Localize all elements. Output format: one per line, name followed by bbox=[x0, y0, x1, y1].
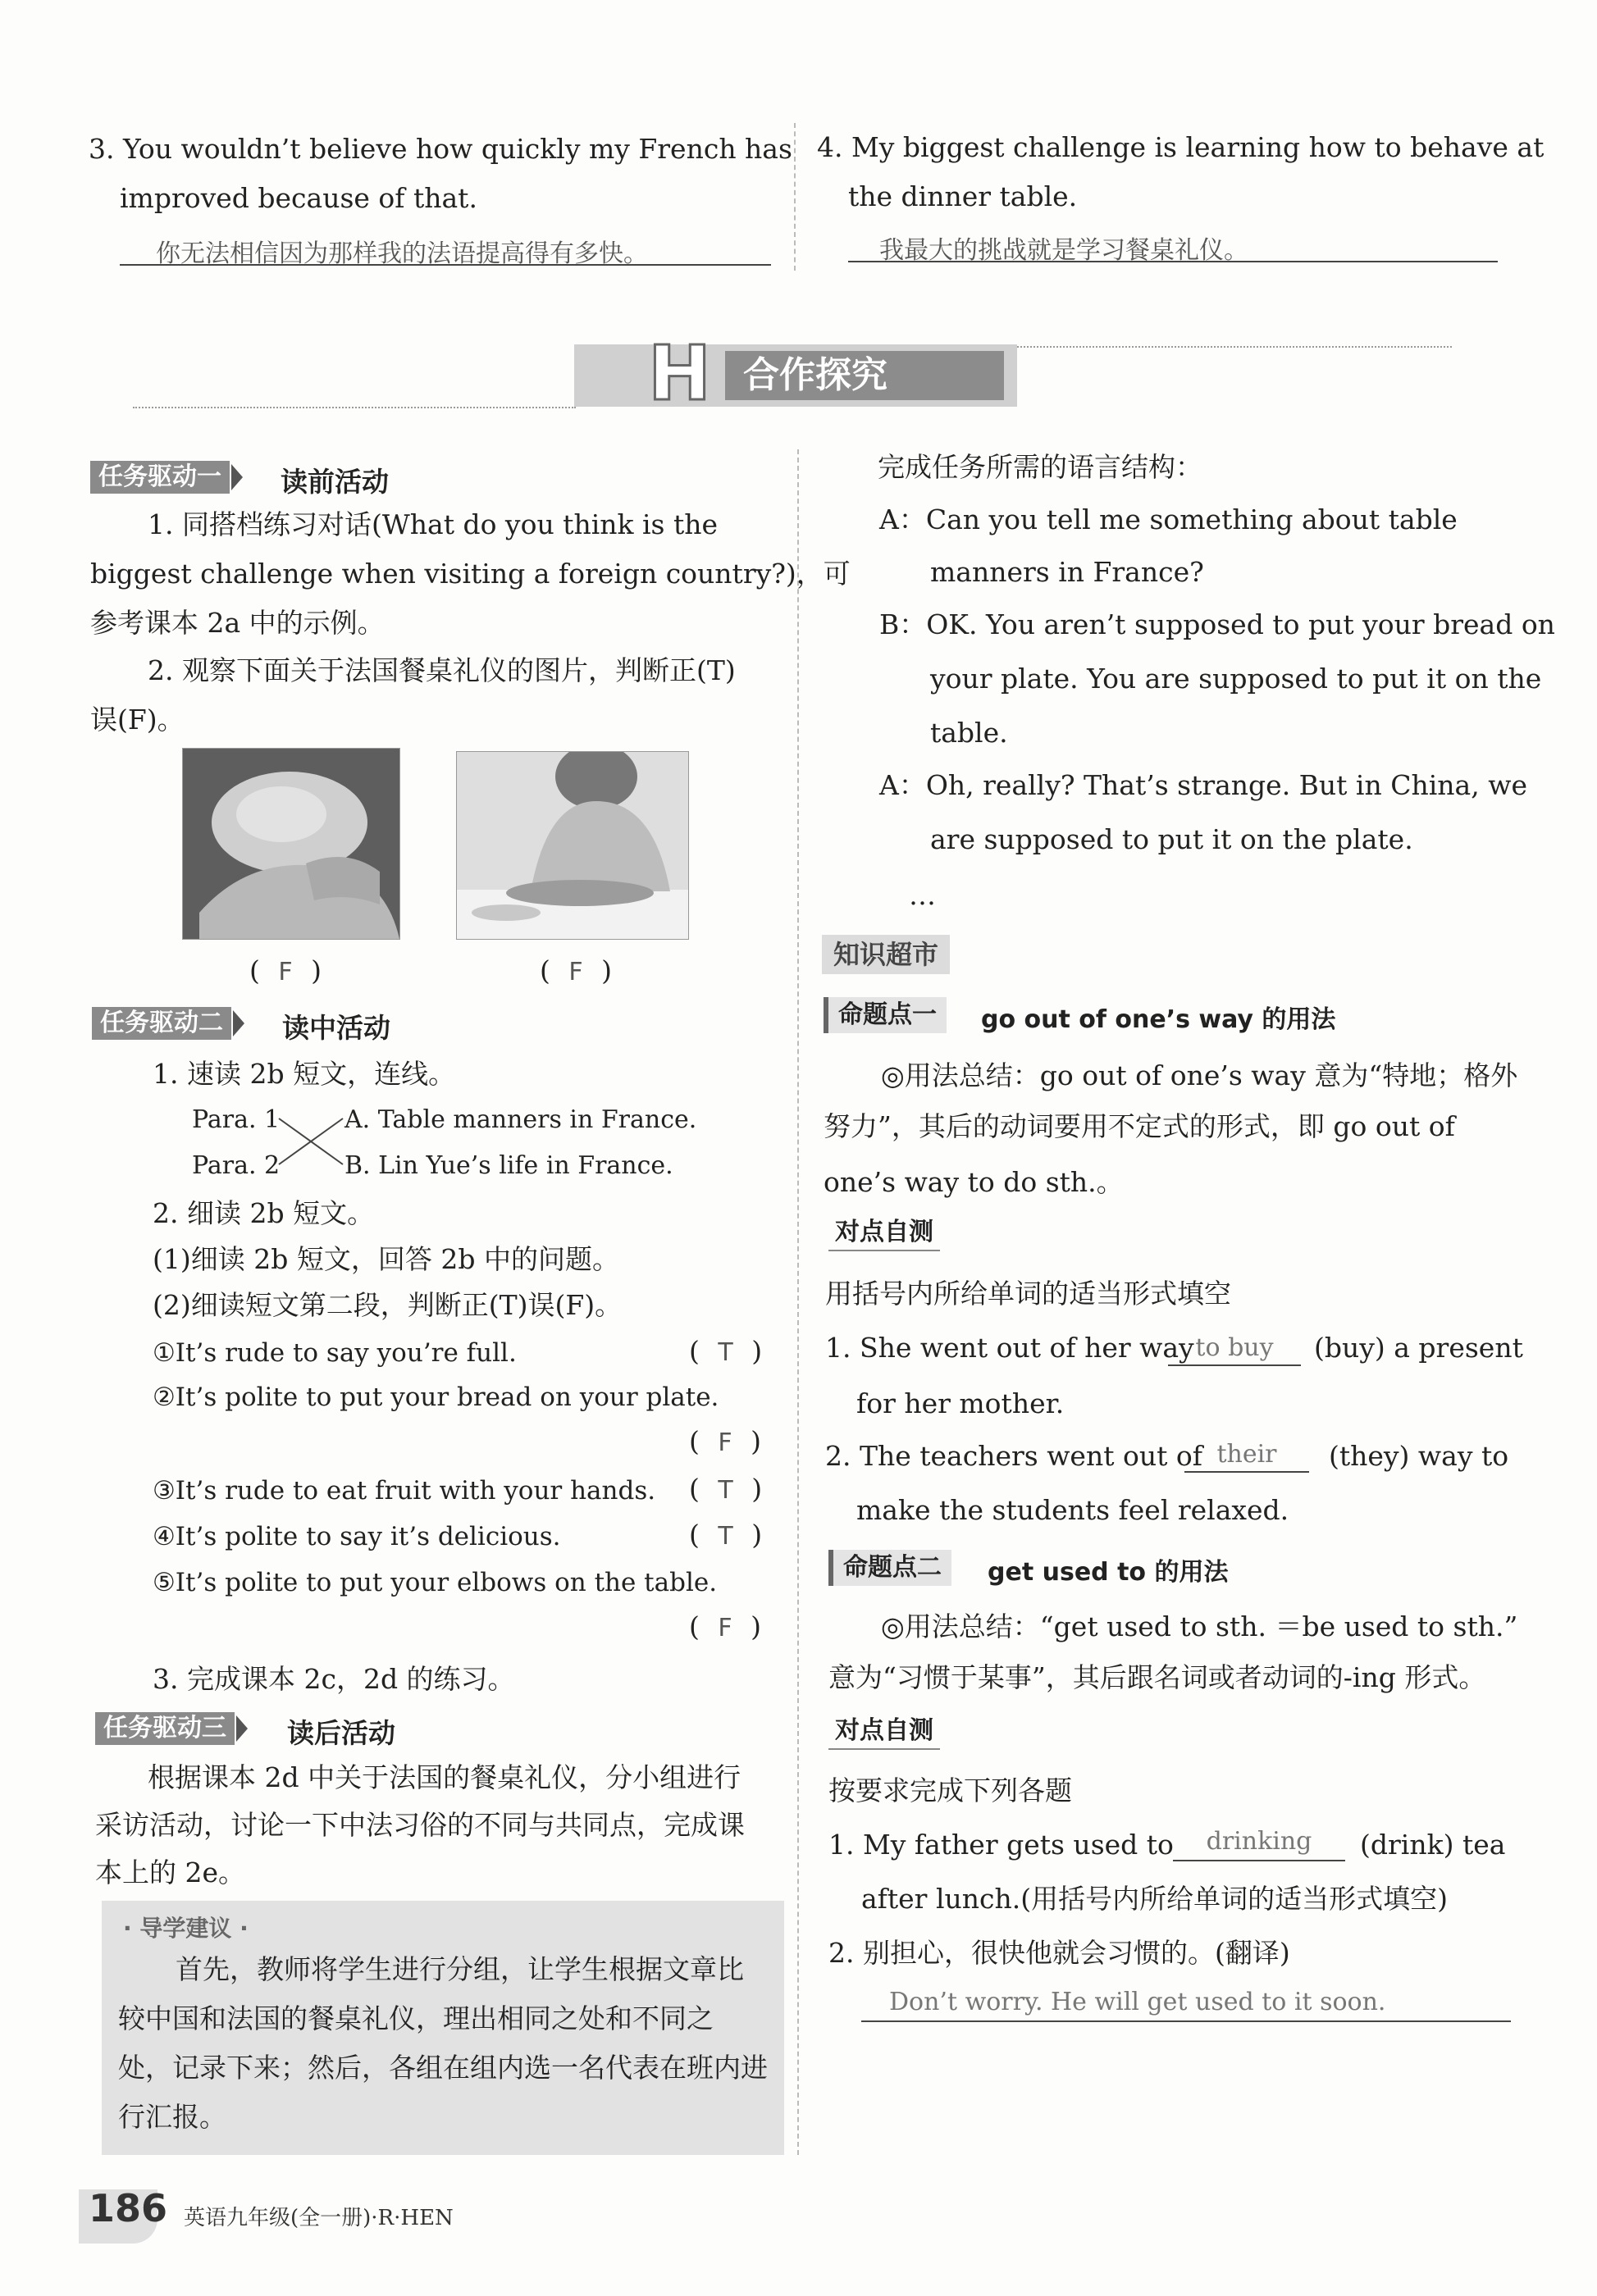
kp1-title: go out of one’s way 的用法 bbox=[981, 1005, 1336, 1034]
ex1-q2b: (they) way to bbox=[1329, 1440, 1509, 1472]
match-optB: B. Lin Yue’s life in France. bbox=[344, 1151, 673, 1180]
dialog-2a: B：OK. You aren’t supposed to put your bread on bbox=[879, 608, 1555, 640]
ex2-q2-answer-line bbox=[861, 1984, 1511, 2022]
dialog-2c: table. bbox=[930, 717, 1008, 749]
q3-answer: 你无法相信因为那样我的法语提高得有多快。 bbox=[156, 239, 648, 268]
tf-item-5: ⑤It’s polite to put your elbows on the table. bbox=[153, 1568, 718, 1597]
guide-box bbox=[102, 1901, 784, 2155]
q4-answer: 我最大的挑战就是学习餐桌礼仪。 bbox=[879, 236, 1248, 265]
task2-s2: 2. 细读 2b 短文。 bbox=[153, 1197, 375, 1229]
dialog-1a: A：Can you tell me something about table bbox=[879, 503, 1458, 535]
ex1-q1c: for her mother. bbox=[856, 1387, 1065, 1419]
selftest-2-label: 对点自测 bbox=[828, 1714, 940, 1750]
match-para2: Para. 2 bbox=[192, 1151, 281, 1180]
page-number: 186 bbox=[89, 2186, 168, 2230]
guide-l4: 行汇报。 bbox=[118, 2101, 226, 2133]
tf-item-4: ④It’s polite to say it’s delicious. bbox=[153, 1522, 561, 1551]
kp2-title: get used to 的用法 bbox=[988, 1558, 1229, 1587]
tf-paren-4: ( T ) bbox=[689, 1519, 768, 1551]
photo-elbows-table bbox=[456, 751, 689, 940]
task3-l2: 采访活动，讨论一下中法习俗的不同与共同点，完成课 bbox=[95, 1809, 745, 1841]
photo1-answer: F bbox=[278, 958, 298, 986]
ex1-q1b: (buy) a present bbox=[1314, 1332, 1523, 1364]
ex1-q1a: 1. She went out of her way bbox=[825, 1332, 1194, 1364]
main-column-divider bbox=[797, 449, 799, 2155]
task1-p1-l1: 1. 同搭档练习对话(What do you think is the bbox=[148, 508, 719, 540]
task1-p1-l2: biggest challenge when visiting a foreign country?)，可 bbox=[90, 558, 851, 590]
kp1-s2: 努力”，其后的动词要用不定式的形式，即 go out of bbox=[824, 1110, 1455, 1142]
q4-line2: the dinner table. bbox=[848, 180, 1078, 212]
tf-item-3: ③It’s rude to eat fruit with your hands. bbox=[153, 1476, 656, 1506]
tf-answer-2: F bbox=[718, 1428, 737, 1457]
dialog-3a: A：Oh, really? That’s strange. But in China, we bbox=[879, 769, 1527, 801]
selftest-1-label: 对点自测 bbox=[828, 1215, 940, 1251]
tf-paren-3: ( T ) bbox=[689, 1473, 768, 1505]
match-optA: A. Table manners in France. bbox=[344, 1105, 697, 1134]
ex1-title: 用括号内所给单词的适当形式填空 bbox=[825, 1278, 1231, 1310]
match-para1: Para. 1 bbox=[192, 1105, 281, 1134]
banner-title: 合作探究 bbox=[743, 354, 887, 396]
tf-item-2: ②It’s polite to put your bread on your plate. bbox=[153, 1383, 719, 1412]
match-lines bbox=[277, 1115, 346, 1168]
task2-s3: 3. 完成课本 2c，2d 的练习。 bbox=[153, 1663, 515, 1695]
task1-tag: 任务驱动一 bbox=[90, 461, 230, 494]
tf-paren-2: ( F ) bbox=[689, 1425, 767, 1457]
ex1-q2a: 2. The teachers went out of bbox=[825, 1440, 1202, 1472]
kp2-s1: ◎用法总结：“get used to sth. ＝be used to sth.” bbox=[881, 1610, 1518, 1642]
ex2-q1-answer: drinking bbox=[1173, 1827, 1345, 1861]
task1-heading: 读前活动 bbox=[281, 466, 389, 498]
task3-heading: 读后活动 bbox=[287, 1717, 395, 1749]
ex2-title: 按要求完成下列各题 bbox=[828, 1774, 1072, 1806]
q3-answer-line bbox=[120, 231, 771, 266]
photo-bread-hands bbox=[182, 748, 400, 940]
task1-p1-l3: 参考课本 2a 中的示例。 bbox=[90, 607, 385, 639]
section-banner bbox=[574, 330, 1017, 417]
lang-title: 完成任务所需的语言结构： bbox=[878, 451, 1202, 483]
kp1-s3: one’s way to do sth.。 bbox=[824, 1166, 1124, 1198]
task1-p2-l2: 误(F)。 bbox=[90, 704, 185, 736]
task2-s1: 1. 速读 2b 短文，连线。 bbox=[153, 1058, 456, 1090]
task3-tag: 任务驱动三 bbox=[95, 1712, 235, 1745]
task1-p2-l1: 2. 观察下面关于法国餐桌礼仪的图片，判断正(T) bbox=[148, 654, 736, 686]
task3-l1: 根据课本 2d 中关于法国的餐桌礼仪，分小组进行 bbox=[148, 1761, 741, 1793]
q4-line1: 4. My biggest challenge is learning how to behave at bbox=[817, 131, 1545, 163]
photo2-answer-paren: ( F ) bbox=[540, 954, 618, 986]
task2-tag: 任务驱动二 bbox=[92, 1007, 231, 1040]
tf-paren-5: ( F ) bbox=[689, 1610, 767, 1642]
dialog-3b: are supposed to put it on the plate. bbox=[930, 823, 1413, 855]
ex1-q2-answer: their bbox=[1184, 1440, 1309, 1473]
guide-l3: 处，记录下来；然后，各组在组内选一名代表在班内进 bbox=[118, 2052, 768, 2084]
book-title: 英语九年级(全一册)·R·HEN bbox=[184, 2206, 454, 2230]
ex2-q2-answer: Don’t worry. He will get used to it soon. bbox=[889, 1988, 1386, 2016]
knowledge-market-label: 知识超市 bbox=[822, 935, 950, 974]
banner-rule-right bbox=[1017, 346, 1452, 348]
tf-answer-1: T bbox=[718, 1338, 738, 1367]
dialog-ellipsis: … bbox=[909, 879, 936, 911]
kp1-label: 命题点一 bbox=[824, 997, 947, 1033]
guide-l1: 首先，教师将学生进行分组，让学生根据文章比 bbox=[176, 1953, 744, 1985]
top-column-divider bbox=[794, 123, 796, 271]
task2-s2a: (1)细读 2b 短文，回答 2b 中的问题。 bbox=[153, 1243, 619, 1275]
ex2-q1a: 1. My father gets used to bbox=[828, 1829, 1174, 1861]
photo2-answer: F bbox=[568, 958, 588, 986]
task2-s2b: (2)细读短文第二段，判断正(T)误(F)。 bbox=[153, 1289, 623, 1321]
q3-line2: improved because of that. bbox=[120, 182, 477, 214]
kp2-label: 命题点二 bbox=[828, 1550, 951, 1586]
task3-l3: 本上的 2e。 bbox=[95, 1856, 246, 1888]
tf-answer-4: T bbox=[718, 1522, 738, 1551]
dialog-2b: your plate. You are supposed to put it on the bbox=[930, 663, 1542, 695]
q3-line1: 3. You wouldn’t believe how quickly my French has bbox=[89, 133, 792, 165]
tf-answer-3: T bbox=[718, 1476, 738, 1505]
guide-l2: 较中国和法国的餐桌礼仪，理出相同之处和不同之 bbox=[118, 2002, 714, 2034]
photo1-answer-paren: ( F ) bbox=[249, 954, 327, 986]
ex1-q2c: make the students feel relaxed. bbox=[856, 1494, 1289, 1526]
guide-title: · 导学建议 · bbox=[123, 1915, 249, 1942]
ex1-q1-answer: to buy bbox=[1168, 1333, 1301, 1366]
kp2-s2: 意为“习惯于某事”，其后跟名词或者动词的-ing 形式。 bbox=[828, 1661, 1486, 1693]
dialog-1b: manners in France? bbox=[930, 556, 1204, 588]
tf-paren-1: ( T ) bbox=[689, 1335, 768, 1367]
ex2-q1c: after lunch.(用括号内所给单词的适当形式填空) bbox=[861, 1883, 1448, 1915]
tf-answer-5: F bbox=[718, 1614, 737, 1642]
banner-rule-left bbox=[133, 407, 576, 408]
ex2-q2: 2. 别担心，很快他就会习惯的。(翻译) bbox=[828, 1937, 1290, 1969]
tf-item-1: ①It’s rude to say you’re full. bbox=[153, 1338, 517, 1368]
kp1-s1: ◎用法总结：go out of one’s way 意为“特地；格外 bbox=[881, 1059, 1518, 1091]
q4-answer-line bbox=[848, 228, 1498, 265]
task2-heading: 读中活动 bbox=[282, 1012, 390, 1044]
ex2-q1b: (drink) tea bbox=[1360, 1829, 1506, 1861]
banner-letter: H bbox=[648, 330, 711, 417]
